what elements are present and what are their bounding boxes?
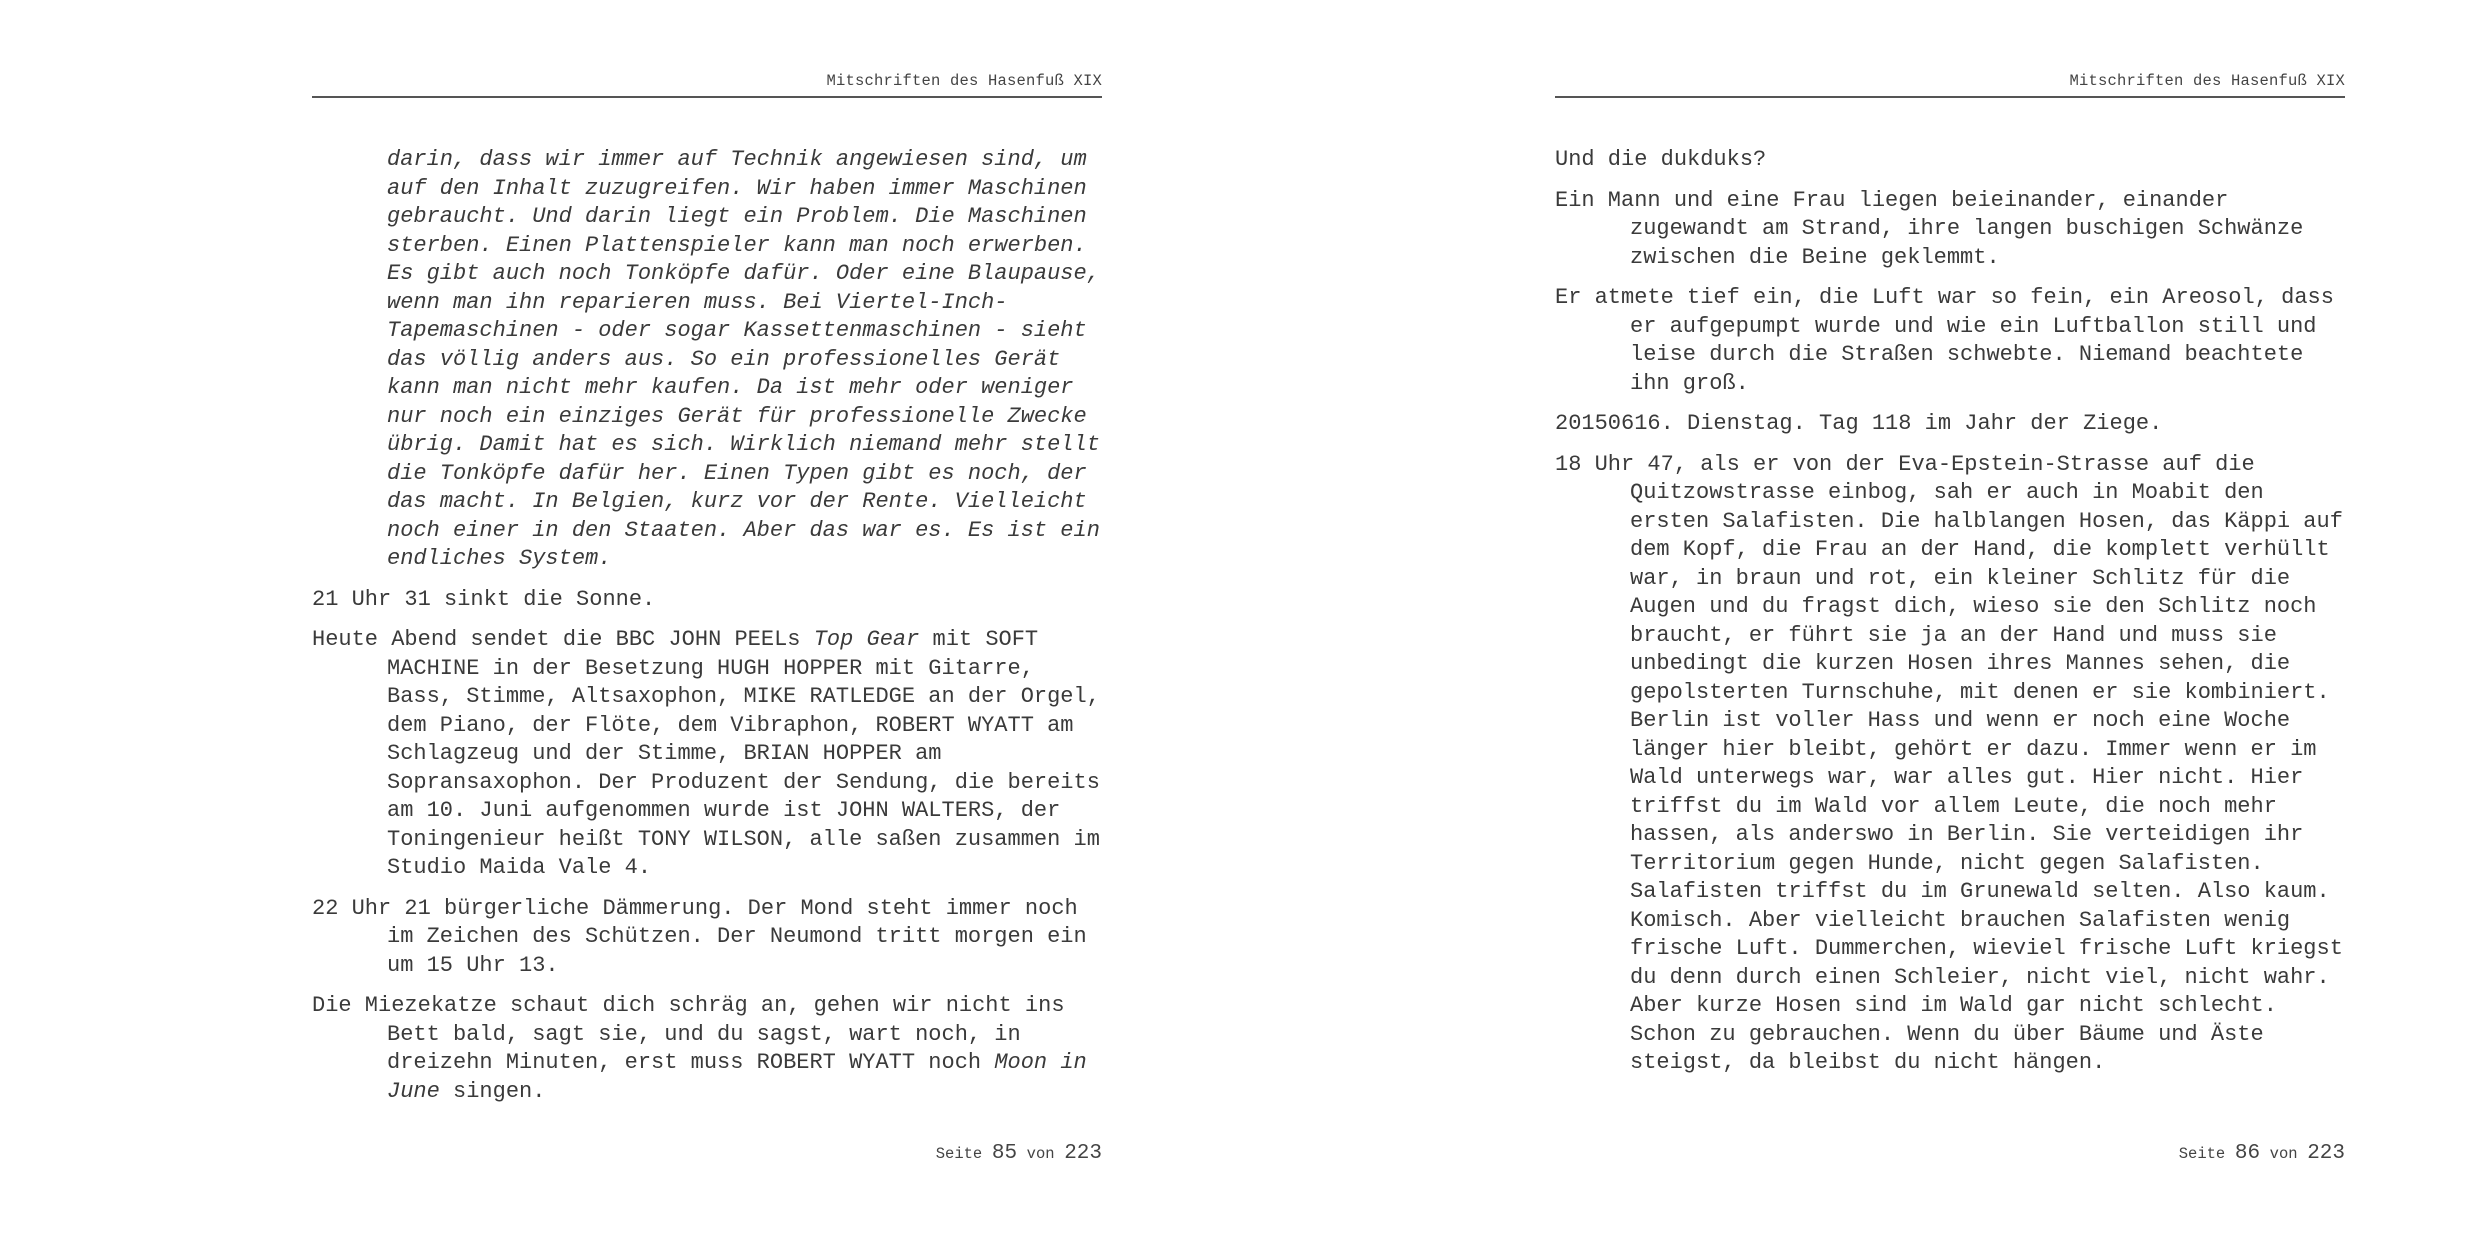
interview-quote: darin, dass wir immer auf Technik angewiesen sind, um auf den Inhalt zuzugreifen. Wir haben immer Maschinen gebraucht. Und darin liegt ein Problem. Die Maschinen sterben. Einen Plattenspieler kann man noch erwerben. Es gibt auch noch Tonköpfe dafür. Oder eine Blaupause, wenn man ihn reparieren muss. Bei Viertel-Inch-Tapemaschinen - oder sogar Kassettenmaschinen - sieht das völlig anders aus. So ein professionelles Gerät kann man nicht mehr kaufen. Da ist mehr oder weniger nur noch ein einziges Gerät für professionelle Zwecke übrig. Damit hat es sich. Wirklich niemand mehr stellt die Tonköpfe dafür her. Einen Typen gibt es noch, der das macht. In Belgien, kurz vor der Rente. Vielleicht noch einer in den Staaten. Aber das war es. Es ist ein endliches System. bbox=[387, 147, 1100, 571]
page-body bbox=[312, 146, 1102, 1118]
paragraph-cat bbox=[312, 992, 1102, 1106]
paragraph-dusk: 22 Uhr 21 bürgerliche Dämmerung. Der Mond steht immer noch im Zeichen des Schützen. Der Neumond tritt morgen ein um 15 Uhr 13. bbox=[312, 895, 1087, 978]
footer-label-of: von bbox=[1026, 1145, 1055, 1163]
paragraph-dukduks: Und die dukduks? bbox=[1555, 147, 1767, 172]
page-body bbox=[1555, 146, 2345, 1090]
page-footer bbox=[1555, 1142, 2345, 1165]
paragraph-bbc-broadcast bbox=[312, 626, 1102, 883]
bbc-text-c: mit SOFT MACHINE in der Besetzung HUGH HOPPER mit Gitarre, Bass, Stimme, Altsaxophon, MIKE RATLEDGE an der Orgel, dem Piano, der Flöte, dem Vibraphon, ROBERT WYATT am Schlagzeug und der Stimme, BRIAN HOPPER am Sopransaxophon. Der Produzent der Sendung, die bereits am 10. Juni aufgenommen wurde ist JOHN WALTERS, der Toningenieur heißt TONY WILSON, alle saßen zusammen im Studio Maida Vale 4. bbox=[387, 627, 1100, 880]
paragraph-breath: Er atmete tief ein, die Luft war so fein, ein Areosol, dass er aufgepumpt wurde und wie ein Luftballon still und leise durch die Straßen schwebte. Niemand beachtete ihn groß. bbox=[1555, 285, 2334, 396]
bbc-text-a: Heute Abend sendet die BBC JOHN PEELs bbox=[312, 627, 814, 652]
show-title: Top Gear bbox=[813, 627, 920, 652]
page-number: 85 bbox=[991, 1142, 1018, 1165]
page-total: 223 bbox=[2307, 1142, 2345, 1165]
page-right bbox=[1555, 0, 2345, 1240]
page-total: 223 bbox=[1064, 1142, 1102, 1165]
footer-label-page: Seite bbox=[935, 1145, 983, 1163]
page-footer bbox=[312, 1142, 1102, 1165]
cat-text-c: singen. bbox=[439, 1078, 546, 1104]
paragraph-date: 20150616. Dienstag. Tag 118 im Jahr der Ziege. bbox=[1555, 411, 2163, 436]
page-number: 86 bbox=[2234, 1142, 2261, 1165]
page-left bbox=[312, 0, 1102, 1240]
paragraph-salafists: 18 Uhr 47, als er von der Eva-Epstein-Strasse auf die Quitzowstrasse einbog, sah er auch in Moabit den ersten Salafisten. Die halblangen Hosen, das Käppi auf dem Kopf, die Frau an der Hand, die komplett verhüllt war, in braun und rot, ein kleiner Schlitz für die Augen und du fragst dich, wieso sie den Schlitz noch braucht, er führt sie ja an der Hand und muss sie unbedingt die kurzen Hosen ihres Mannes sehen, die gepolsterten Turnschuhe, mit denen er sie kombiniert. Berlin ist voller Hass und wenn er noch eine Woche länger hier bleibt, gehört er dazu. Immer wenn er im Wald unterwegs war, war alles gut. Hier nicht. Hier triffst du im Wald vor allem Leute, die noch mehr hassen, als anderswo in Berlin. Sie verteidigen ihr Territorium gegen Hunde, nicht gegen Salafisten. Salafisten triffst du im Grunewald selten. Also kaum. Komisch. Aber vielleicht brauchen Salafisten wenig frische Luft. Dummerchen, wieviel frische Luft kriegst du denn durch einen Schleier, nicht viel, nicht wahr. Aber kurze Hosen sind im Wald gar nicht schlecht. Schon zu gebrauchen. Wenn du über Bäume und Äste steigst, da bleibst du nicht hängen. bbox=[1555, 451, 2343, 1075]
paragraph-beach: Ein Mann und eine Frau liegen beieinander, einander zugewandt am Strand, ihre langen buschigen Schwänze zwischen die Beine geklemmt. bbox=[1555, 187, 2304, 270]
footer-label-of: von bbox=[2269, 1145, 2298, 1163]
running-head: Mitschriften des Hasenfuß XIX bbox=[826, 72, 1102, 90]
header-rule bbox=[312, 96, 1102, 98]
paragraph-sunset: 21 Uhr 31 sinkt die Sonne. bbox=[312, 586, 656, 612]
song-title: Moon in June bbox=[387, 1050, 1087, 1104]
footer-label-page: Seite bbox=[2178, 1145, 2226, 1163]
cat-text-a: Die Miezekatze schaut dich schräg an, gehen wir nicht ins Bett bald, sagt sie, und du sagst, wart noch, in dreizehn Minuten, erst muss ROBERT WYATT noch bbox=[312, 993, 1065, 1075]
header-rule bbox=[1555, 96, 2345, 98]
running-head: Mitschriften des Hasenfuß XIX bbox=[2069, 72, 2345, 90]
